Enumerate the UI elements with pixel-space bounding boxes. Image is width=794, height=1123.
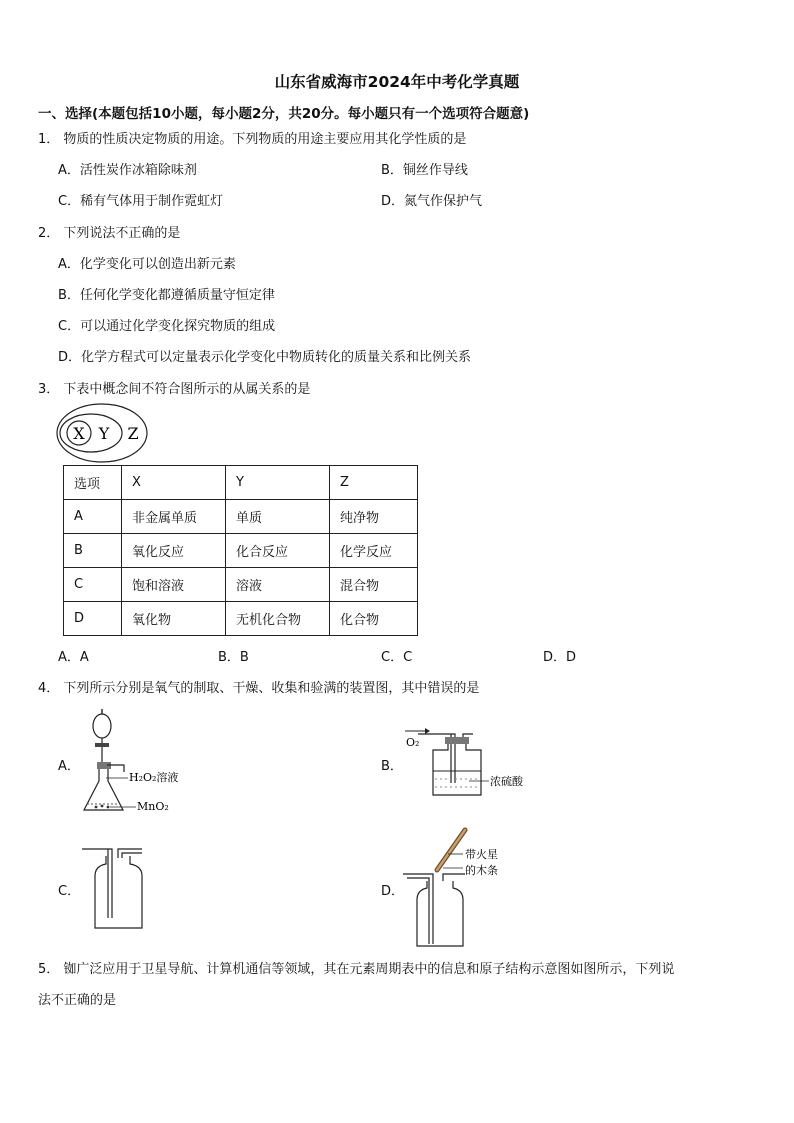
q4-option-c: C．	[58, 884, 81, 899]
q2-stem: 2． 下列说法不正确的是	[38, 226, 181, 241]
q2-option-d: D．化学方程式可以定量表示化学变化中物质转化的质量关系和比例关系	[58, 350, 472, 365]
q4-stem: 4． 下列所示分别是氧气的制取、干燥、收集和验满的装置图，其中错误的是	[38, 681, 480, 696]
section-heading: 一、选择(本题包括10小题，每小题2分，共20分。每小题只有一个选项符合题意)	[38, 106, 530, 122]
q5-stem-line1: 5． 铷广泛应用于卫星导航、计算机通信等领域，其在元素周期表中的信息和原子结构示意图如图所示，下列说	[38, 962, 675, 977]
table-cell: A	[64, 500, 122, 534]
q1-option-a: A．活性炭作冰箱除味剂	[58, 163, 197, 178]
q4-option-b: B．	[381, 759, 403, 774]
table-row	[64, 602, 418, 636]
table-cell: 混合物	[330, 568, 418, 602]
table-header-cell: 选项	[64, 466, 122, 500]
collection-apparatus	[80, 844, 150, 930]
table-row	[64, 500, 418, 534]
venn-y-label: Y	[98, 424, 110, 443]
drying-apparatus	[403, 727, 533, 799]
table-cell: 无机化合物	[226, 602, 330, 636]
mno2-label: MnO₂	[137, 800, 169, 813]
table-row	[64, 534, 418, 568]
acid-label: 浓硫酸	[490, 775, 523, 788]
q1-stem: 1． 物质的性质决定物质的用途。下列物质的用途主要应用其化学性质的是	[38, 132, 467, 147]
q5-stem-line2: 法不正确的是	[38, 993, 117, 1008]
oxygen-test-apparatus	[403, 826, 533, 948]
venn-z-label: Z	[127, 424, 139, 443]
q4-option-d: D．	[381, 884, 405, 899]
page-title: 山东省威海市2024年中考化学真题	[274, 73, 520, 91]
table-cell: 单质	[226, 500, 330, 534]
q4-option-a: A．	[58, 759, 80, 774]
table-cell: 化合反应	[226, 534, 330, 568]
q1-option-b: B．铜丝作导线	[381, 163, 468, 178]
table-header-cell: Z	[330, 466, 418, 500]
table-cell: 化学反应	[330, 534, 418, 568]
venn-x-label: X	[73, 424, 85, 443]
oxygen-generation-apparatus	[80, 706, 200, 824]
table-cell: 饱和溶液	[122, 568, 226, 602]
table-row	[64, 568, 418, 602]
q3-stem: 3． 下表中概念间不符合图所示的从属关系的是	[38, 382, 311, 397]
concept-table	[63, 465, 418, 636]
q1-option-d: D．氮气作保护气	[381, 194, 483, 209]
table-cell: D	[64, 602, 122, 636]
q2-option-c: C．可以通过化学变化探究物质的组成	[58, 319, 276, 334]
q3-option-a: A．A	[58, 650, 89, 665]
table-cell: 氧化物	[122, 602, 226, 636]
table-cell: 化合物	[330, 602, 418, 636]
table-header-cell: Y	[226, 466, 330, 500]
q3-option-c: C．C	[381, 650, 413, 665]
table-cell: C	[64, 568, 122, 602]
h2o2-label: H₂O₂溶液	[129, 771, 179, 784]
table-cell: 溶液	[226, 568, 330, 602]
table-cell: 氧化反应	[122, 534, 226, 568]
table-cell: 纯净物	[330, 500, 418, 534]
table-cell: 非金属单质	[122, 500, 226, 534]
splint-label-1: 带火星	[465, 848, 498, 861]
table-header-cell: X	[122, 466, 226, 500]
table-header-row	[64, 466, 418, 500]
o2-label: O₂	[406, 736, 420, 749]
q1-option-c: C．稀有气体用于制作霓虹灯	[58, 194, 224, 209]
q2-option-a: A．化学变化可以创造出新元素	[58, 257, 236, 272]
splint-label-2: 的木条	[465, 864, 498, 877]
venn-diagram	[55, 402, 155, 464]
q3-option-b: B．B	[218, 650, 249, 665]
q2-option-b: B．任何化学变化都遵循质量守恒定律	[58, 288, 275, 303]
table-cell: B	[64, 534, 122, 568]
q3-option-d: D．D	[543, 650, 577, 665]
